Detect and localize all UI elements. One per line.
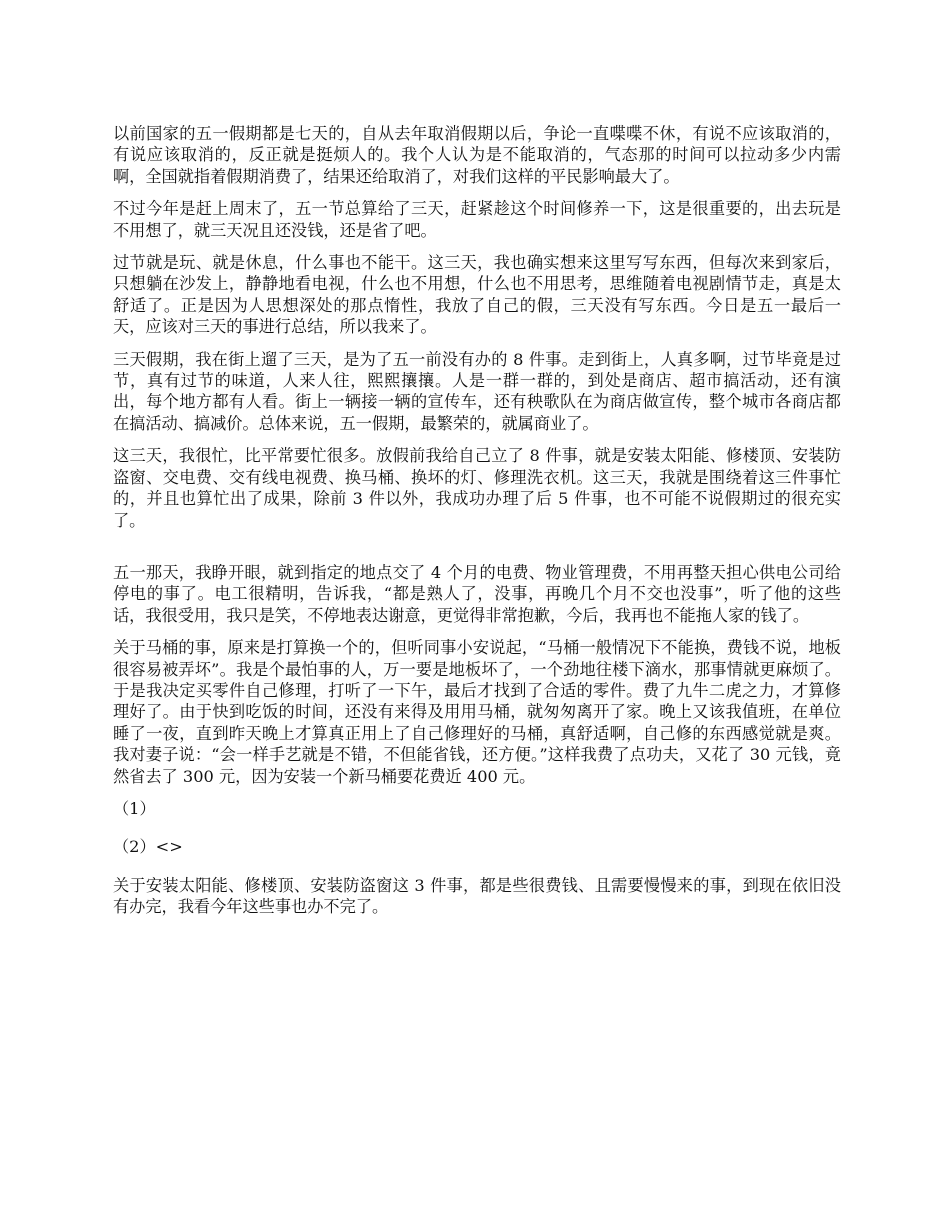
paragraph-street-scene: 三天假期，我在街上遛了三天，是为了五一前没有办的 8 件事。走到街上，人真多啊，过节毕竟是过节，真有过节的味道，人来人往，熙熙攘攘。人是一群一群的，到处是商店、超市搞活动，还有演出，每个地方都有人看。街上一辆接一辆的宣传车，还有秧歌队在为商店做宣传，整个城市各商店都在搞活动、搞减价。总体来说，五一假期，最繁荣的，就属商业了。 (113, 349, 841, 433)
paragraph-toilet-repair: 关于马桶的事，原来是打算换一个的，但听同事小安说起，“马桶一般情况下不能换，费钱不说，地板很容易被弄坏”。我是个最怕事的人，万一要是地板坏了，一个劲地往楼下滴水，那事情就更麻烦了。于是我决定买零件自己修理，打听了一下午，最后才找到了合适的零件。费了九牛二虎之力，才算修理好了。由于快到吃饭的时间，还没有来得及用用马桶，就匆匆离开了家。晚上又该我值班，在单位睡了一夜，直到昨天晚上才算真正用上了自己修理好的马桶，真舒适啊，自己修的东西感觉就是爽。我对妻子说：“会一样手艺就是不错，不但能省钱，还方便。”这样我费了点功夫，又花了 30 元钱，竟然省去了 300 元，因为安装一个新马桶要花费近 400 元。 (113, 638, 841, 786)
paragraph-laziness: 过节就是玩、就是休息，什么事也不能干。这三天，我也确实想来这里写写东西，但每次来到家后，只想躺在沙发上，静静地看电视，什么也不用想，什么也不用思考，思维随着电视剧情节走，真是太舒适了。正是因为人思想深处的那点惰性，我放了自己的假，三天没有写东西。今日是五一最后一天，应该对三天的事进行总结，所以我来了。 (113, 253, 841, 337)
paragraph-unfinished-tasks: 关于安装太阳能、修楼顶、安装防盗窗这 3 件事，都是些很费钱、且需要慢慢来的事，到现在依旧没有办完，我看今年这些事也办不完了。 (113, 875, 841, 917)
list-marker-1: （1） (113, 798, 156, 818)
paragraph-holiday-debate: 以前国家的五一假期都是七天的，自从去年取消假期以后，争论一直喋喋不休，有说不应该取消的，有说应该取消的，反正就是挺烦人的。我个人认为是不能取消的，气态那的时间可以拉动多少内需啊，全国就指着假期消费了，结果还给取消了，对我们这样的平民影响最大了。 (113, 124, 841, 186)
paragraph-weekend-rest: 不过今年是赶上周末了，五一节总算给了三天，赶紧趁这个时间修养一下，这是很重要的，出去玩是不用想了，就三天况且还没钱，还是省了吧。 (113, 199, 841, 240)
paragraph-eight-tasks: 这三天，我很忙，比平常要忙很多。放假前我给自己立了 8 件事，就是安装太阳能、修楼顶、安装防盗窗、交电费、交有线电视费、换马桶、换坏的灯、修理洗衣机。这三天，我就是围绕着这三件事忙的，并且也算忙出了成果，除前 3 件以外，我成功办理了后 5 件事，也不可能不说假期过的很充实了。 (113, 446, 841, 530)
article-body (113, 123, 841, 929)
list-marker-2: （2）<> (113, 837, 183, 857)
paragraph-electricity-bill: 五一那天，我睁开眼，就到指定的地点交了 4 个月的电费、物业管理费，不用再整天担心供电公司给停电的事了。电工很精明，告诉我，“都是熟人了，没事，再晚几个月不交也没事”，听了他的这些话，我很受用，我只是笑，不停地表达谢意，更觉得非常抱歉，今后，我再也不能拖人家的钱了。 (113, 562, 841, 625)
